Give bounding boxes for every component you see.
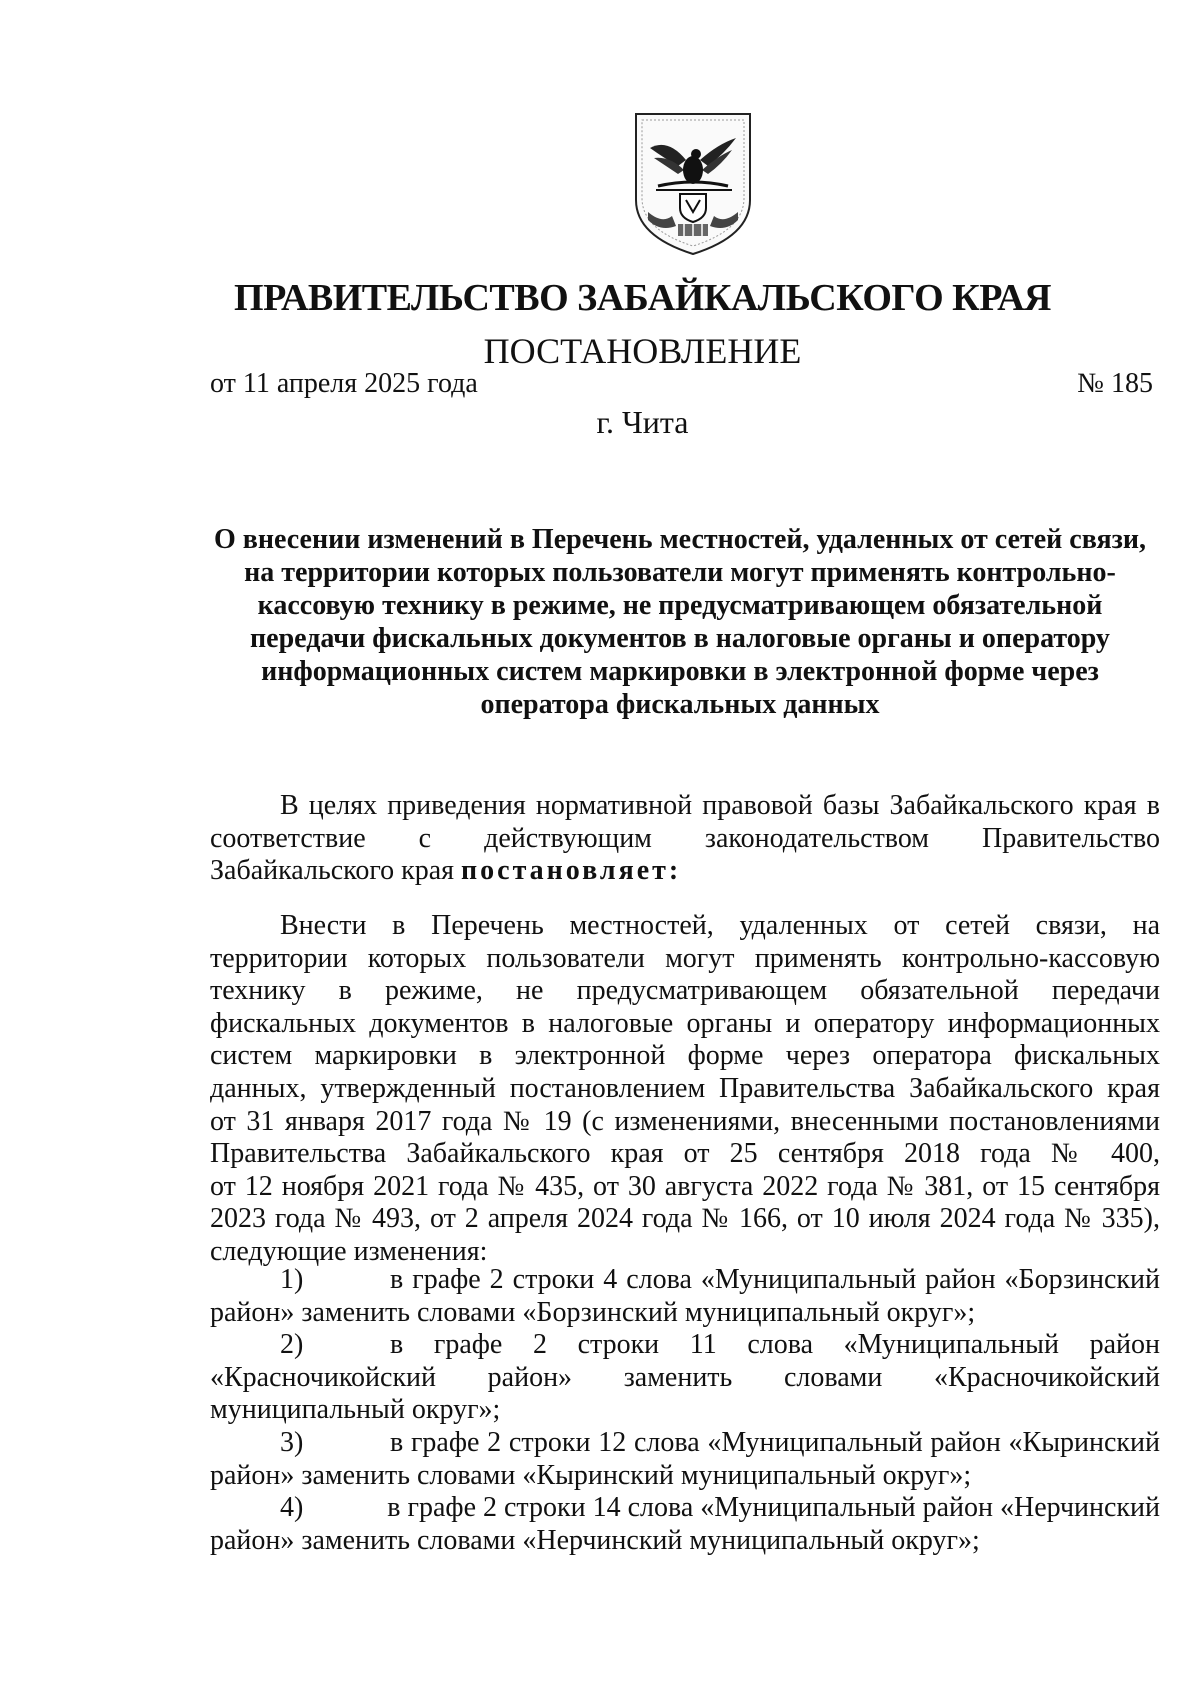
list-item — [210, 1264, 1160, 1297]
preamble-line: В целях приведения нормативной правовой базы Забайкальского края в — [280, 790, 1160, 821]
list-item — [210, 1329, 1160, 1362]
main-line: от 12 ноября 2021 года № 435, от 30 августа 2022 года № 381, от 15 сентября — [210, 1170, 1160, 1202]
subject-line: оператора фискальных данных — [480, 689, 880, 720]
item-text: в графе 2 строки 4 слова «Муниципальный район «Борзинский — [390, 1264, 1160, 1295]
main-paragraph — [210, 910, 1160, 1269]
main-line: данных, утвержденный постановлением Правительства Забайкальского края — [210, 1072, 1160, 1104]
item-continuation: муниципальный округ»; — [210, 1394, 501, 1426]
list-item — [210, 1427, 1160, 1460]
subject-line: О внесении изменений в Перечень местностей, удаленных от сетей связи, — [213, 524, 1147, 555]
main-line: технику в режиме, не предусматривающем обязательной передачи — [210, 975, 1160, 1007]
document-city: г. Чита — [596, 404, 689, 440]
main-line: фискальных документов в налоговые органы и оператору информационных — [210, 1007, 1160, 1039]
subject-line: передачи фискальных документов в налоговые органы и оператору — [250, 623, 1110, 654]
main-line: Внести в Перечень местностей, удаленных от сетей связи, на — [280, 910, 1160, 941]
main-line: от 31 января 2017 года № 19 (с изменениями, внесенными постановлениями — [210, 1105, 1160, 1137]
item-number: 1) — [280, 1264, 304, 1295]
main-line: 2023 года № 493, от 2 апреля 2024 года № 166, от 10 июля 2024 года № 335), — [210, 1203, 1160, 1235]
preamble-line — [210, 855, 1160, 888]
main-line: следующие изменения: — [210, 1235, 488, 1267]
item-text: в графе 2 строки 11 слова «Муниципальный район — [390, 1329, 1160, 1361]
item-number: 2) — [280, 1329, 304, 1361]
item-number: 3) — [280, 1426, 304, 1458]
item-continuation: район» заменить словами «Кыринский муниципальный округ»; — [210, 1459, 972, 1491]
document-date: от 11 апреля 2025 года — [210, 368, 478, 399]
item-continuation: «Красночикойский район» заменить словами «Красночикойский — [210, 1361, 1160, 1393]
changes-list — [210, 1264, 1160, 1557]
list-item — [210, 1492, 1160, 1525]
preamble-line-text: Забайкальского края — [210, 855, 455, 887]
subject-line: информационных систем маркировки в электронной форме через — [261, 656, 1099, 687]
subject-line: на территории которых пользователи могут применять контрольно- — [244, 557, 1116, 588]
item-number: 4) — [280, 1492, 304, 1524]
document-type: ПОСТАНОВЛЕНИЕ — [483, 331, 802, 371]
resolves-word: постановляет: — [461, 855, 682, 887]
preamble-line: соответствие с действующим законодательством Правительство — [210, 822, 1160, 854]
main-line: Правительства Забайкальского края от 25 сентября 2018 года № 400, — [210, 1138, 1160, 1170]
document-number: № 185 — [1077, 368, 1153, 399]
document-subject — [200, 523, 1160, 721]
preamble-paragraph — [210, 790, 1160, 888]
main-line: территории которых пользователи могут применять контрольно-кассовую — [210, 942, 1160, 974]
government-name: ПРАВИТЕЛЬСТВО ЗАБАЙКАЛЬСКОГО КРАЯ — [234, 277, 1051, 319]
item-continuation: район» заменить словами «Нерчинский муниципальный округ»; — [210, 1524, 980, 1556]
coat-of-arms-icon — [628, 108, 758, 258]
item-continuation: район» заменить словами «Борзинский муниципальный округ»; — [210, 1296, 976, 1328]
item-text: в графе 2 строки 14 слова «Муниципальный район «Нерчинский — [387, 1492, 1160, 1524]
main-line: систем маркировки в электронной форме через оператора фискальных — [210, 1040, 1160, 1072]
item-text: в графе 2 строки 12 слова «Муниципальный район «Кыринский — [390, 1426, 1160, 1458]
subject-line: кассовую технику в режиме, не предусматривающем обязательной — [257, 590, 1103, 621]
